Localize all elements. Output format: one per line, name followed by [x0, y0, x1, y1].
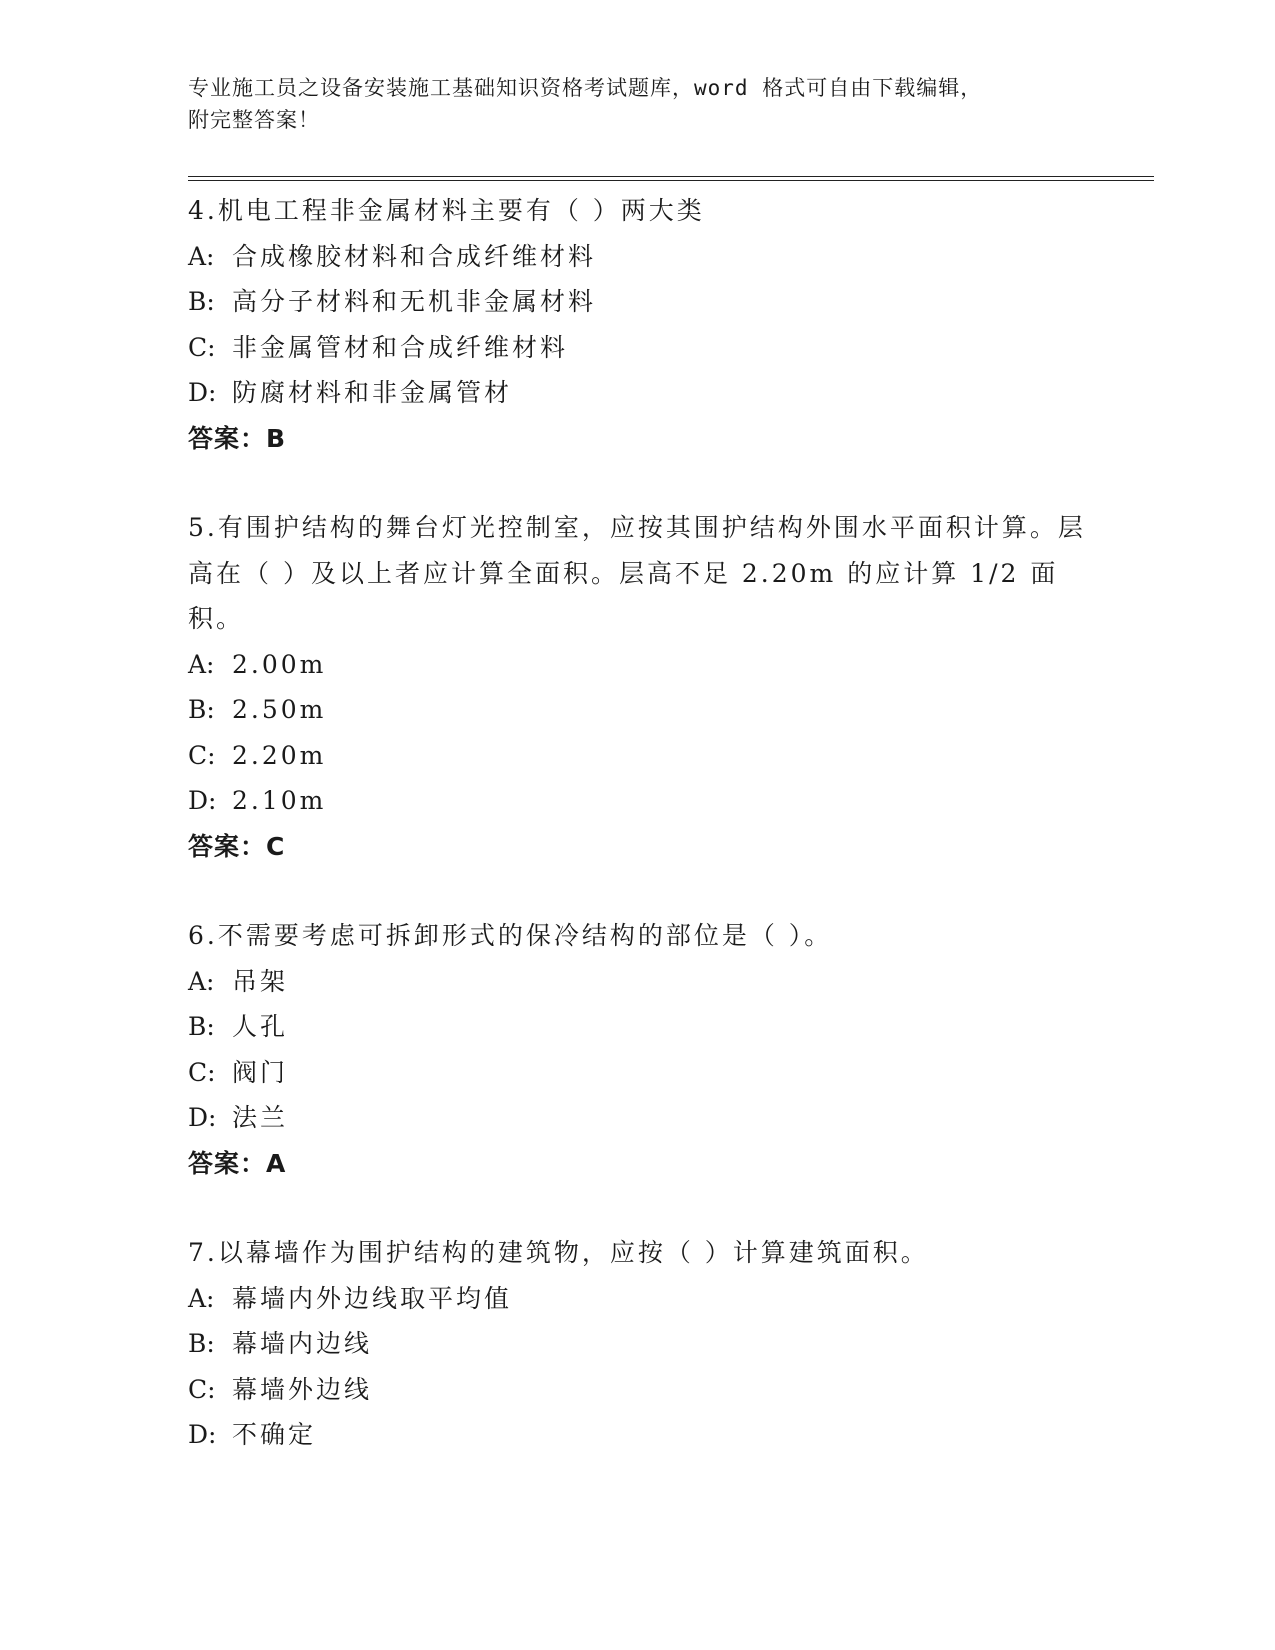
- option-text: 幕墙内边线: [232, 1329, 373, 1358]
- option-text: 防腐材料和非金属管材: [232, 378, 513, 407]
- option-text: 2.00m: [232, 649, 327, 679]
- option-b: [188, 687, 1088, 733]
- question-6: [188, 913, 1088, 1186]
- option-letter: A:: [188, 966, 215, 996]
- option-text: 非金属管材和合成纤维材料: [232, 332, 569, 362]
- option-text: 2.10m: [232, 786, 327, 815]
- option-a: [188, 234, 1088, 280]
- option-text: 2.50m: [232, 695, 327, 724]
- option-c: [188, 733, 1088, 779]
- option-text: 幕墙外边线: [232, 1374, 373, 1404]
- option-c: [188, 1050, 1088, 1096]
- option-letter: A:: [188, 241, 215, 271]
- option-text: 幕墙内外边线取平均值: [232, 1283, 513, 1313]
- option-b: [188, 1004, 1088, 1050]
- answer-label: 答案：C: [188, 831, 286, 861]
- header-divider-bottom: [188, 180, 1154, 181]
- option-letter: C:: [188, 1057, 216, 1087]
- option-text: 不确定: [232, 1420, 317, 1449]
- option-text: 法兰: [232, 1103, 289, 1132]
- option-text: 高分子材料和无机非金属材料: [232, 287, 597, 316]
- option-letter: C:: [188, 1374, 216, 1404]
- option-letter: D:: [188, 1103, 217, 1132]
- option-text: 阀门: [232, 1057, 289, 1087]
- header-line-1: 专业施工员之设备安装施工基础知识资格考试题库，word 格式可自由下载编辑，: [188, 76, 983, 100]
- option-letter: C:: [188, 332, 216, 362]
- question-list: [188, 188, 1088, 1502]
- question-stem: 4.机电工程非金属材料主要有（ ）两大类: [188, 196, 705, 225]
- option-letter: B:: [188, 1329, 215, 1358]
- option-letter: A:: [188, 1283, 215, 1313]
- answer-label: 答案：A: [188, 1148, 287, 1178]
- question-stem: 5.有围护结构的舞台灯光控制室，应按其围护结构外围水平面积计算。层高在（ ）及以上者应计算全面积。层高不足 2.20m 的应计算 1/2 面积。: [188, 513, 1086, 633]
- option-b: [188, 279, 1088, 325]
- question-5: [188, 505, 1088, 869]
- option-letter: A:: [188, 649, 215, 679]
- option-b: [188, 1321, 1088, 1367]
- option-letter: D:: [188, 1420, 217, 1449]
- question-7: [188, 1230, 1088, 1458]
- question-stem: 7.以幕墙作为围护结构的建筑物，应按（ ）计算建筑面积。: [188, 1238, 929, 1267]
- option-letter: D:: [188, 786, 217, 815]
- question-stem: 6.不需要考虑可拆卸形式的保冷结构的部位是（ ）。: [188, 921, 833, 950]
- option-a: [188, 1276, 1088, 1322]
- option-d: [188, 370, 1088, 416]
- option-c: [188, 1367, 1088, 1413]
- option-letter: B:: [188, 287, 215, 316]
- header-divider-top: [188, 176, 1154, 177]
- option-c: [188, 325, 1088, 371]
- header-line-2: 附完整答案！: [188, 108, 320, 132]
- option-a: [188, 642, 1088, 688]
- option-letter: C:: [188, 740, 216, 770]
- answer-label: 答案：B: [188, 423, 287, 453]
- document-header: [188, 72, 1088, 136]
- option-letter: B:: [188, 695, 215, 724]
- option-text: 2.20m: [232, 740, 327, 770]
- option-letter: B:: [188, 1012, 215, 1041]
- option-letter: D:: [188, 378, 217, 407]
- option-text: 合成橡胶材料和合成纤维材料: [232, 241, 597, 271]
- option-text: 人孔: [232, 1012, 289, 1041]
- option-a: [188, 959, 1088, 1005]
- option-d: [188, 1095, 1088, 1141]
- option-d: [188, 1412, 1088, 1458]
- option-d: [188, 778, 1088, 824]
- option-text: 吊架: [232, 966, 289, 996]
- question-4: [188, 188, 1088, 461]
